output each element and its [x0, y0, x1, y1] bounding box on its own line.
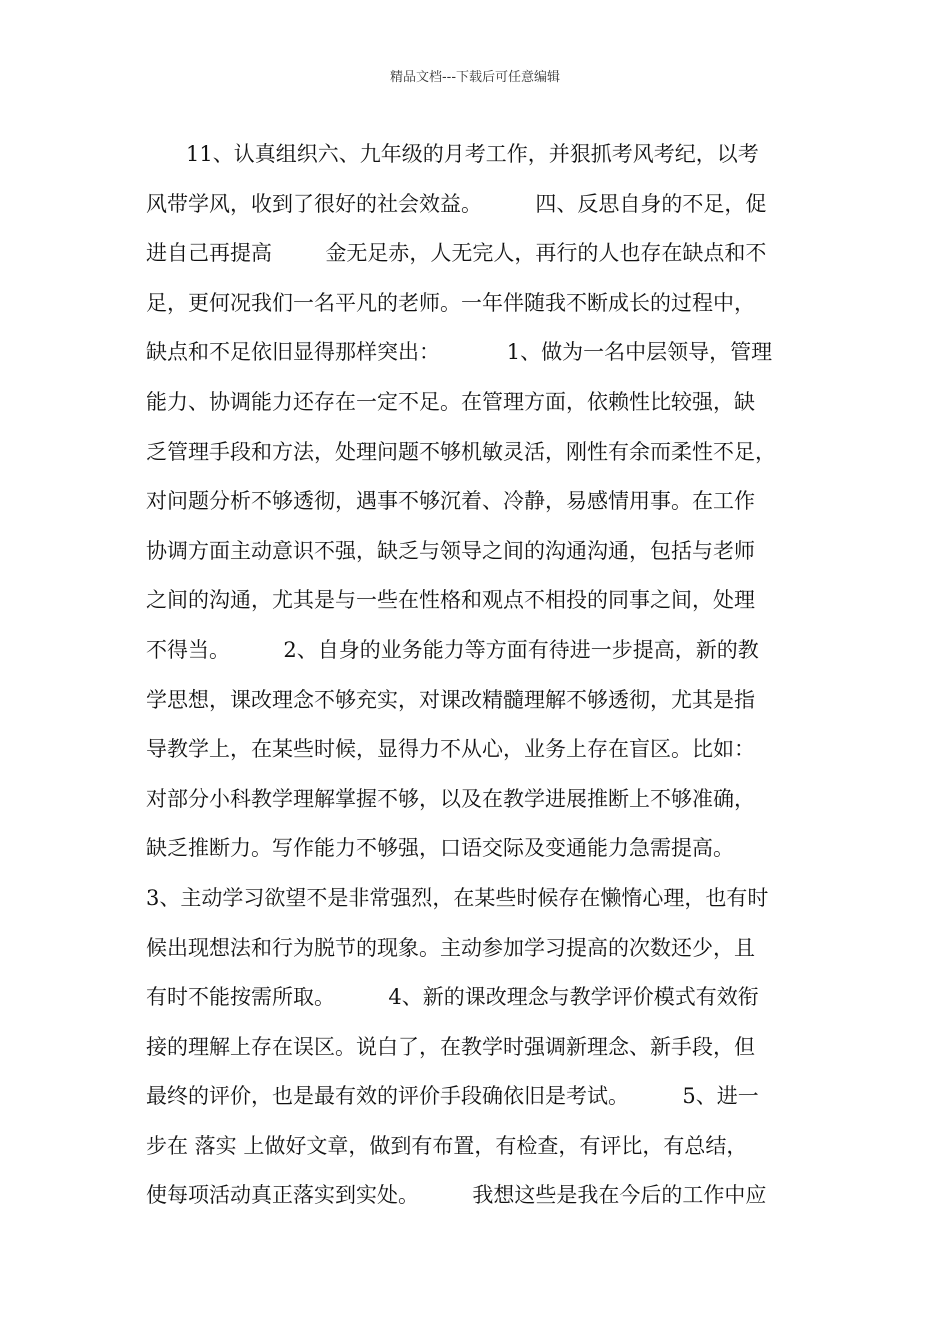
text-line: 风带学风，收到了很好的社会效益。 四、反思自身的不足，促 [146, 191, 767, 216]
text-line: 候出现想法和行为脱节的现象。主动参加学习提高的次数还少，且 [146, 935, 755, 960]
text-line: 接的理解上存在误区。说白了，在教学时强调新理念、新手段，但 [146, 1034, 755, 1059]
text-line: 缺乏推断力。写作能力不够强，口语交际及变通能力急需提高。 [146, 836, 734, 861]
text-line: 进自己再提高 金无足赤，人无完人，再行的人也存在缺点和不 [146, 241, 767, 266]
text-line: 导教学上，在某些时候，显得力不从心，业务上存在盲区。比如： [146, 737, 755, 762]
text-line: 使每项活动真正落实到实处。 我想这些是我在今后的工作中应 [146, 1183, 767, 1208]
text-line: 协调方面主动意识不强，缺乏与领导之间的沟通沟通，包括与老师 [146, 538, 755, 563]
text-line: 步在 落实 上做好文章，做到有布置，有检查，有评比，有总结， [146, 1133, 748, 1158]
text-line: 最终的评价，也是最有效的评价手段确依旧是考试。 5、进一 [146, 1084, 759, 1109]
text-line: 之间的沟通，尤其是与一些在性格和观点不相投的同事之间，处理 [146, 588, 755, 613]
text-line: 对问题分析不够透彻，遇事不够沉着、冷静，易感情用事。在工作 [146, 489, 755, 514]
text-line: 3、主动学习欲望不是非常强烈，在某些时候存在懒惰心理，也有时 [146, 885, 769, 910]
text-line: 能力、协调能力还存在一定不足。在管理方面，依赖性比较强，缺 [146, 389, 755, 414]
text-line: 不得当。 2、自身的业务能力等方面有待进一步提高，新的教 [146, 637, 759, 662]
text-line: 对部分小科教学理解掌握不够，以及在教学进展推断上不够准确， [146, 786, 755, 811]
text-line: 足，更何况我们一名平凡的老师。一年伴随我不断成长的过程中， [146, 290, 755, 315]
text-line: 乏管理手段和方法，处理问题不够机敏灵活，刚性有余而柔性不足， [146, 439, 776, 464]
text-line: 学思想，课改理念不够充实，对课改精髓理解不够透彻，尤其是指 [146, 687, 755, 712]
text-line: 缺点和不足依旧显得那样突出： 1、做为一名中层领导，管理 [146, 340, 773, 365]
page-header: 精品文档---下载后可任意编辑 [389, 70, 561, 85]
text-line: 有时不能按需所取。 4、新的课改理念与教学评价模式有效衔 [146, 985, 759, 1010]
document-body [146, 130, 826, 1221]
text-line: 11、认真组织六、九年级的月考工作，并狠抓考风考纪，以考 [146, 142, 759, 166]
